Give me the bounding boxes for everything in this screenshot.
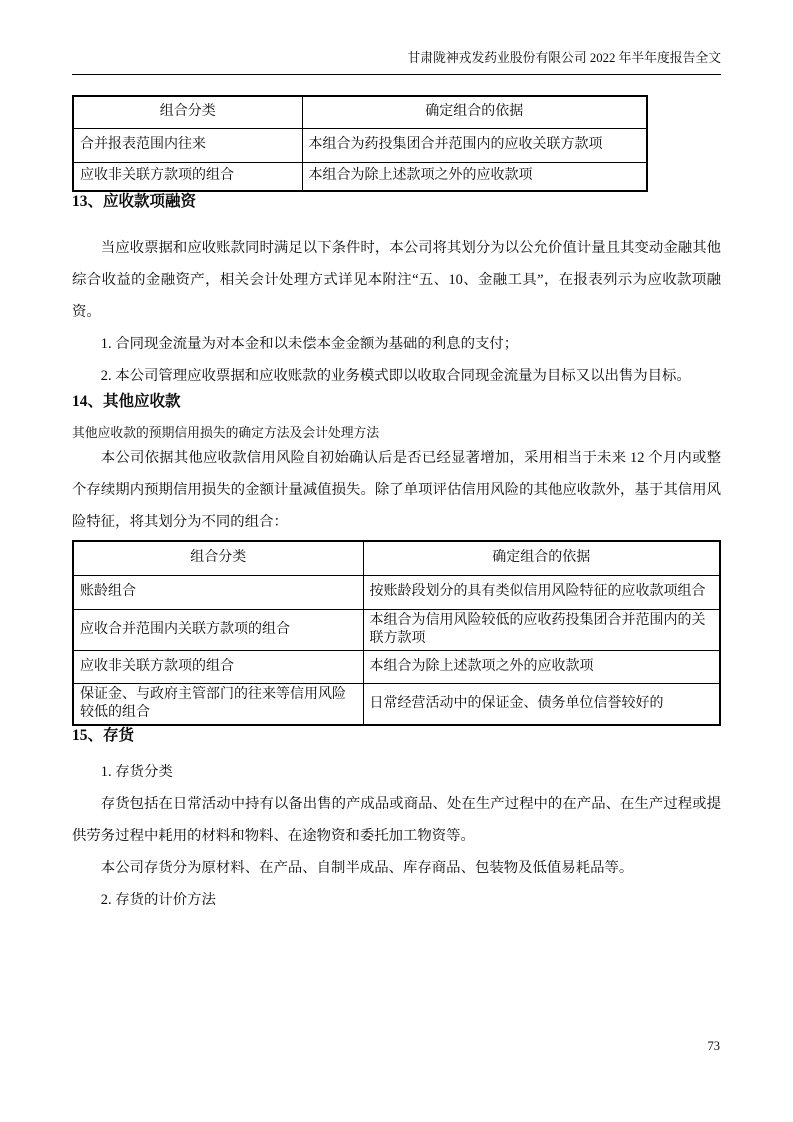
- section-13-paragraph: 当应收票据和应收账款同时满足以下条件时，本公司将其划分为以公允价值计量且其变动金融其他综合收益的金融资产，相关会计处理方式详见本附注“五、10、金融工具”，在报表列示为应收款项融资。: [72, 240, 721, 320]
- table-cell: 应收合并范围内关联方款项的组合: [73, 609, 363, 650]
- table-row: [73, 162, 647, 191]
- section-14-subtitle: 其他应收款的预期信用损失的确定方法及会计处理方法: [72, 426, 380, 440]
- table-cell: 应收非关联方款项的组合: [73, 162, 302, 191]
- table-cell: 本组合为信用风险较低的应收药投集团合并范围内的关联方款项: [363, 609, 720, 650]
- table-cell: 账龄组合: [73, 575, 363, 609]
- table-cell: 应收非关联方款项的组合: [73, 650, 363, 683]
- page-header: [72, 50, 721, 75]
- table-cell: 保证金、与政府主管部门的往来等信用风险较低的组合: [73, 683, 363, 725]
- column-header: 确定组合的依据: [363, 541, 720, 575]
- other-receivables-portfolio-table: [72, 540, 721, 726]
- section-14-paragraph: 本公司依据其他应收款信用风险自初始确认后是否已经显著增加，采用相当于未来 12 个月内或整个存续期内预期信用损失的金额计量减值损失。除了单项评估信用风险的其他应收款外，基于其信用风险特征，将其划分为不同的组合：: [72, 450, 721, 530]
- table-row: [73, 683, 720, 725]
- table-row: [73, 609, 720, 650]
- section-15-paragraph-1: 存货包括在日常活动中持有以备出售的产成品或商品、处在生产过程中的在产品、在生产过程或提供劳务过程中耗用的材料和物料、在途物资和委托加工物资等。: [72, 795, 721, 844]
- section-15-item-2: 2. 存货的计价方法: [100, 891, 216, 908]
- table-cell: 本组合为除上述款项之外的应收款项: [363, 650, 720, 683]
- table-row: [73, 575, 720, 609]
- table-cell: 本组合为药投集团合并范围内的应收关联方款项: [302, 128, 647, 162]
- page-content: [72, 95, 721, 916]
- table-row: [73, 128, 647, 162]
- table-cell: 本组合为除上述款项之外的应收款项: [302, 162, 647, 191]
- section-14-heading: 14、其他应收款: [72, 393, 181, 410]
- table-cell: 日常经营活动中的保证金、债务单位信誉较好的: [363, 683, 720, 725]
- section-15-paragraph-2: 本公司存货分为原材料、在产品、自制半成品、库存商品、包装物及低值易耗品等。: [100, 859, 634, 876]
- table-header-row: [73, 96, 647, 128]
- column-header: 组合分类: [73, 96, 302, 128]
- table-row: [73, 650, 720, 683]
- ar-portfolio-table: [72, 95, 648, 192]
- column-header: 组合分类: [73, 541, 363, 575]
- column-header: 确定组合的依据: [302, 96, 647, 128]
- section-15-heading: 15、存货: [72, 726, 135, 744]
- section-15-item-1: 1. 存货分类: [100, 763, 173, 780]
- table-cell: 按账龄段划分的具有类似信用风险特征的应收款项组合: [363, 575, 720, 609]
- section-13-heading: 13、应收款项融资: [72, 193, 197, 210]
- report-title: 甘肃陇神戎发药业股份有限公司 2022 年半年度报告全文: [407, 51, 721, 65]
- section-13-item-1: 1. 合同现金流量为对本金和以未偿本金金额为基础的利息的支付；: [100, 336, 519, 352]
- table-cell: 合并报表范围内往来: [73, 128, 302, 162]
- table-header-row: [73, 541, 720, 575]
- section-13-item-2: 2. 本公司管理应收票据和应收账款的业务模式即以收取合同现金流量为目标又以出售为目标。: [100, 368, 691, 384]
- page-number: 73: [707, 1039, 720, 1053]
